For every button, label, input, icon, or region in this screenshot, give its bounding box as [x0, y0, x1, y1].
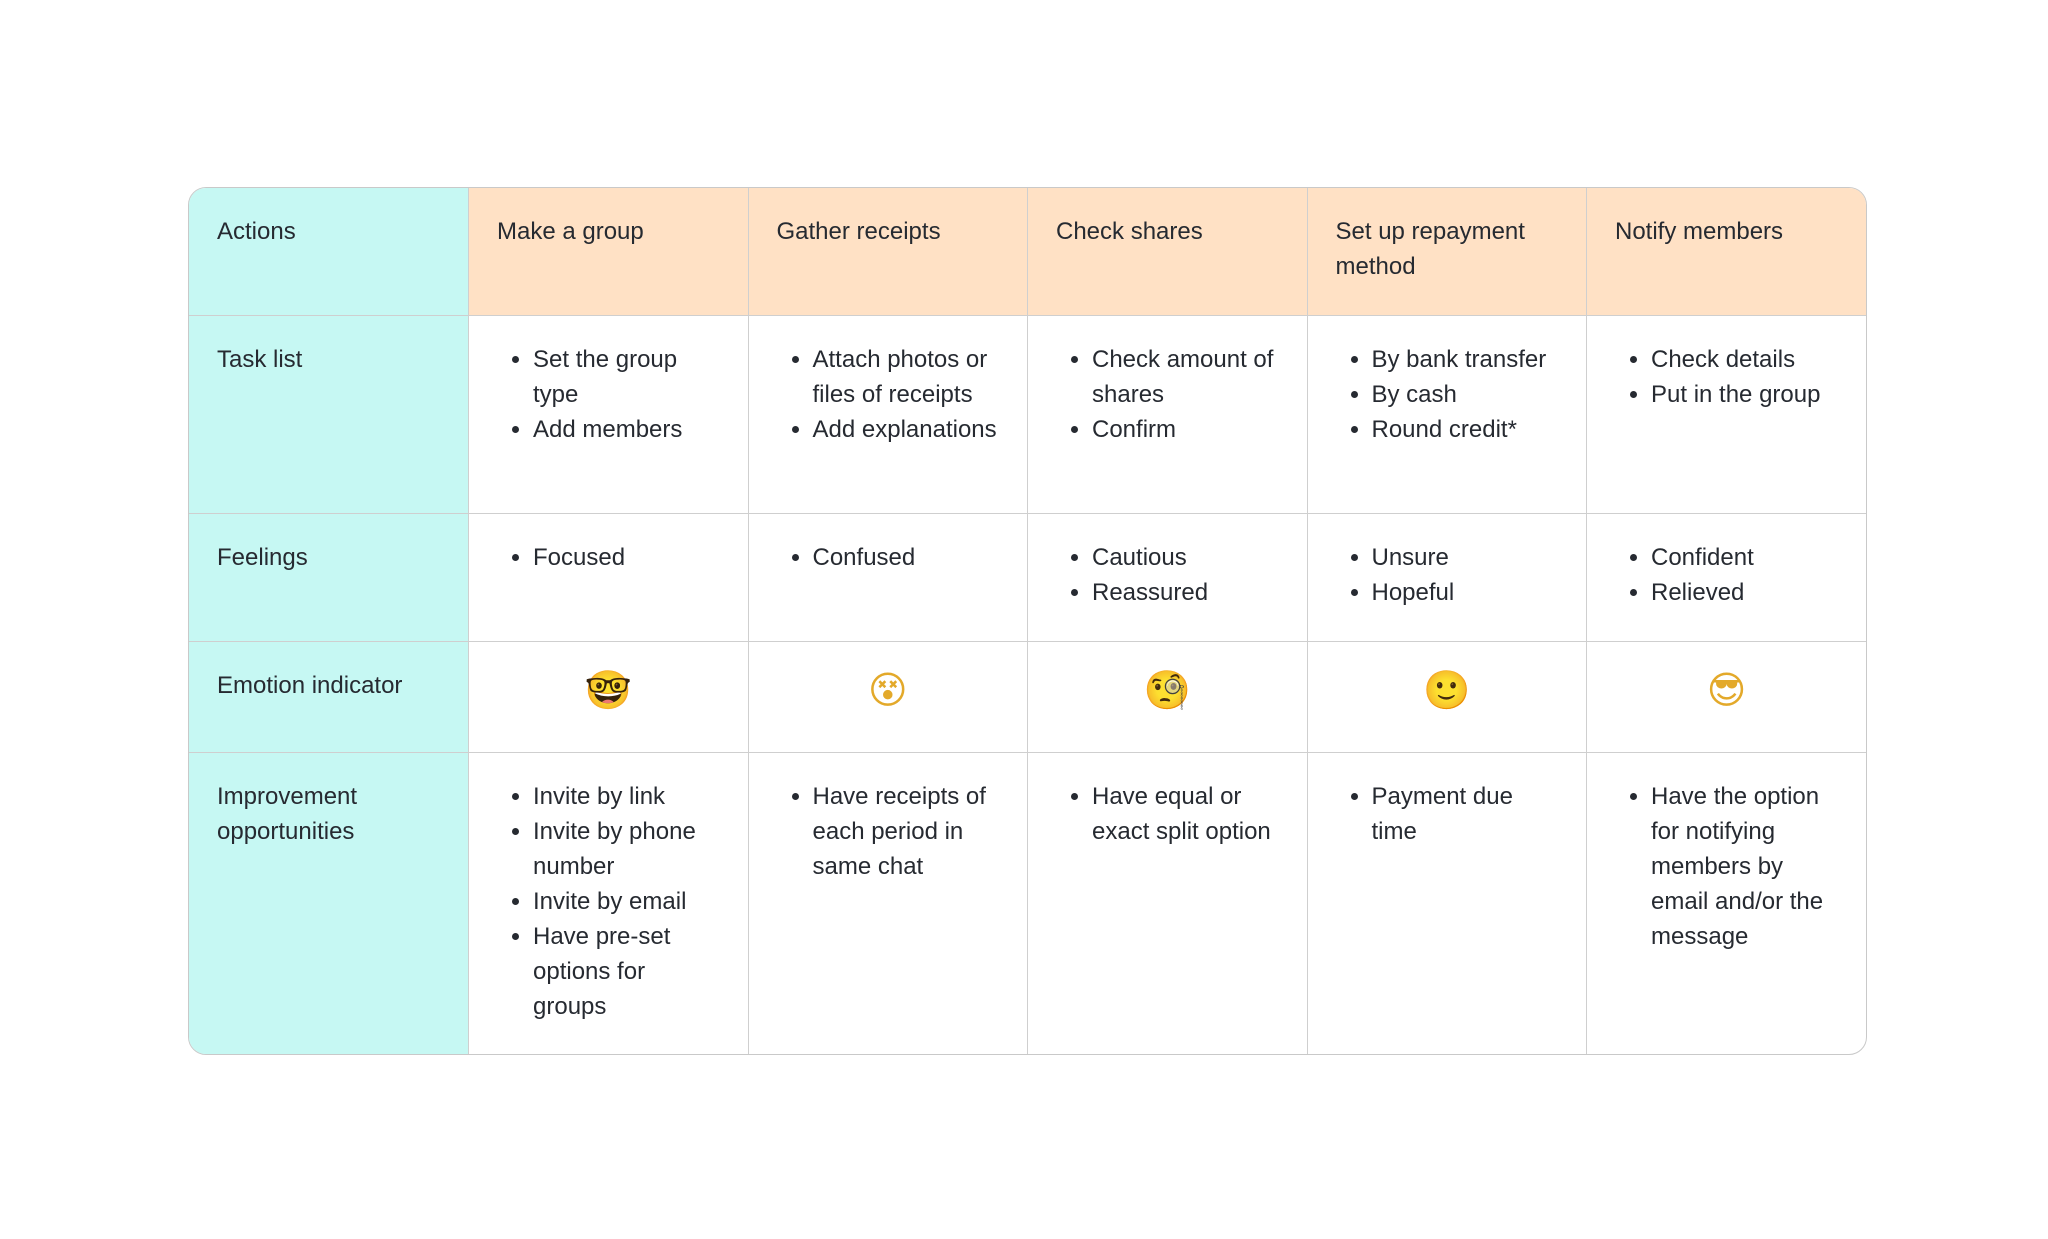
feeling-list — [1615, 540, 1838, 610]
feeling-item: • Relieved — [1651, 575, 1838, 610]
emotion-cell — [1587, 641, 1867, 752]
row-label-tasks: Task list — [189, 315, 469, 513]
feeling-list — [497, 540, 720, 575]
nerd-face-icon: 🤓 — [584, 667, 632, 712]
task-item: • Put in the group — [1651, 377, 1838, 412]
sunglasses-face-icon: 😎 — [1706, 667, 1747, 712]
journey-map — [188, 187, 1867, 1055]
row-label-feelings: Feelings — [189, 513, 469, 641]
feelings-cell — [469, 513, 749, 641]
task-item: • Add members — [533, 412, 720, 447]
feeling-list — [777, 540, 1000, 575]
feeling-item: • Confident — [1651, 540, 1838, 575]
slightly-smiling-face-icon: 🙂 — [1423, 667, 1471, 712]
emotion-row — [189, 641, 1866, 752]
stage-header-check-shares: Check shares — [1028, 188, 1308, 315]
task-list-row — [189, 315, 1866, 513]
task-list — [1336, 342, 1559, 447]
journey-table — [189, 188, 1866, 1055]
task-item: • Confirm — [1092, 412, 1279, 447]
task-item: • Check amount of shares — [1092, 342, 1279, 412]
improvements-row — [189, 752, 1866, 1055]
improvements-cell — [1587, 752, 1867, 1055]
improvements-cell — [748, 752, 1028, 1055]
improvements-cell — [469, 752, 749, 1055]
improvements-cell — [1307, 752, 1587, 1055]
improvement-list — [1056, 779, 1279, 849]
improvement-item: • Have receipts of each period in same chat — [813, 779, 1000, 884]
task-item: • By bank transfer — [1372, 342, 1559, 377]
stage-header-notify-members: Notify members — [1587, 188, 1867, 315]
emotion-cell — [1307, 641, 1587, 752]
improvement-item: • Payment due time — [1372, 779, 1559, 849]
improvement-item: • Have equal or exact split option — [1092, 779, 1279, 849]
feeling-item: • Cautious — [1092, 540, 1279, 575]
feeling-list — [1056, 540, 1279, 610]
tasks-cell — [469, 315, 749, 513]
tasks-cell — [1028, 315, 1308, 513]
stage-header-make-group: Make a group — [469, 188, 749, 315]
improvement-item: • Have pre-set options for groups — [533, 919, 720, 1024]
tasks-cell — [1307, 315, 1587, 513]
task-item: • Add explanations — [813, 412, 1000, 447]
task-list — [777, 342, 1000, 447]
tasks-cell — [748, 315, 1028, 513]
task-list — [1615, 342, 1838, 412]
improvement-list — [1336, 779, 1559, 849]
task-item: • Check details — [1651, 342, 1838, 377]
feelings-cell — [1587, 513, 1867, 641]
improvement-list — [1615, 779, 1838, 954]
row-label-improvements: Improvement opportunities — [189, 752, 469, 1055]
improvement-item: • Invite by phone number — [533, 814, 720, 884]
emotion-cell — [469, 641, 749, 752]
feeling-item: • Confused — [813, 540, 1000, 575]
actions-row — [189, 188, 1866, 315]
improvement-item: • Invite by link — [533, 779, 720, 814]
feeling-item: • Hopeful — [1372, 575, 1559, 610]
improvement-item: • Have the option for notifying members by email and/or the message — [1651, 779, 1838, 954]
emotion-cell — [1028, 641, 1308, 752]
improvements-cell — [1028, 752, 1308, 1055]
feelings-cell — [1307, 513, 1587, 641]
task-list — [1056, 342, 1279, 447]
improvement-list — [777, 779, 1000, 884]
improvement-list — [497, 779, 720, 1024]
tasks-cell — [1587, 315, 1867, 513]
feelings-cell — [748, 513, 1028, 641]
stage-header-repayment-method: Set up repayment method — [1307, 188, 1587, 315]
row-label-actions: Actions — [189, 188, 469, 315]
feelings-row — [189, 513, 1866, 641]
task-item: • By cash — [1372, 377, 1559, 412]
task-item: • Attach photos or files of receipts — [813, 342, 1000, 412]
emotion-cell — [748, 641, 1028, 752]
row-label-emotion: Emotion indicator — [189, 641, 469, 752]
dizzy-face-icon: 😵 — [867, 667, 908, 712]
task-list — [497, 342, 720, 447]
task-item: • Round credit* — [1372, 412, 1559, 447]
feeling-item: • Reassured — [1092, 575, 1279, 610]
stage-header-gather-receipts: Gather receipts — [748, 188, 1028, 315]
feeling-item: • Unsure — [1372, 540, 1559, 575]
task-item: • Set the group type — [533, 342, 720, 412]
monocle-face-icon: 🧐 — [1143, 667, 1191, 712]
feeling-item: • Focused — [533, 540, 720, 575]
feelings-cell — [1028, 513, 1308, 641]
feeling-list — [1336, 540, 1559, 610]
improvement-item: • Invite by email — [533, 884, 720, 919]
